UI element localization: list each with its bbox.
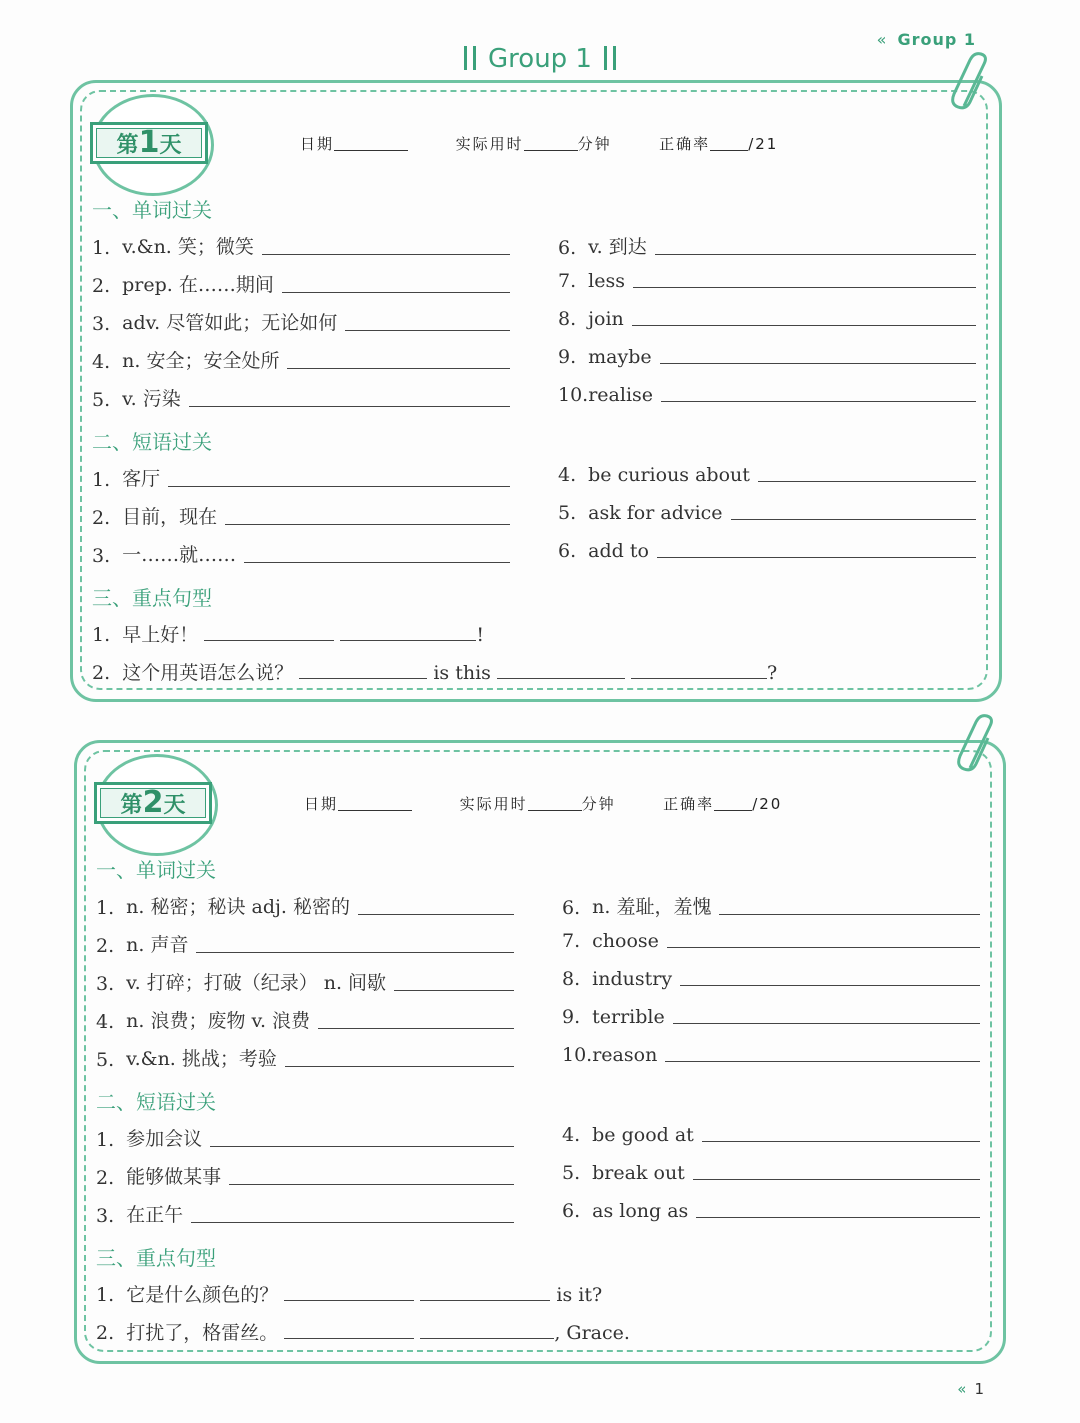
section-phrases: 二、短语过关 xyxy=(92,430,212,454)
phrase-item[interactable]: 3. 一……就…… xyxy=(92,540,510,567)
title-bars-icon xyxy=(604,46,616,70)
page-title: Group 1 xyxy=(0,44,1080,74)
title-bars-icon xyxy=(464,46,476,70)
score-total: /21 xyxy=(748,135,779,153)
phrase-item[interactable]: 1. 参加会议 xyxy=(96,1124,514,1151)
vocab-item[interactable]: 7. less xyxy=(558,270,976,292)
vocab-item[interactable]: 3. adv. 尽管如此；无论如何 xyxy=(92,308,510,335)
day2-badge: 第2天 xyxy=(94,782,212,824)
phrase-item[interactable]: 5. break out xyxy=(562,1162,980,1184)
time-label: 实际用时 xyxy=(459,795,528,813)
section-sentences: 三、重点句型 xyxy=(96,1246,216,1270)
phrase-item[interactable]: 4. be curious about xyxy=(558,464,976,486)
paperclip-icon xyxy=(956,714,998,776)
day2-meta: 日期 实际用时 分钟 正确率 /20 xyxy=(304,795,783,813)
day1-badge: 第1天 xyxy=(90,122,208,164)
time-label: 实际用时 xyxy=(455,135,524,153)
vocab-item[interactable]: 5. v. 污染 xyxy=(92,384,510,411)
vocab-item[interactable]: 8. industry xyxy=(562,968,980,990)
vocab-item[interactable]: 6. n. 羞耻，羞愧 xyxy=(562,892,980,919)
phrase-item[interactable]: 2. 目前，现在 xyxy=(92,502,510,529)
phrase-item[interactable]: 4. be good at xyxy=(562,1124,980,1146)
date-label: 日期 xyxy=(300,135,335,153)
double-chevron-left-icon: « xyxy=(957,1380,967,1398)
phrase-item[interactable]: 1. 客厅 xyxy=(92,464,510,491)
phrase-item[interactable]: 6. add to xyxy=(558,540,976,562)
day1-meta: 日期 实际用时 分钟 正确率 /21 xyxy=(300,135,779,153)
vocab-item[interactable]: 6. v. 到达 xyxy=(558,232,976,259)
vocab-item[interactable]: 4. n. 安全；安全处所 xyxy=(92,346,510,373)
vocab-item[interactable]: 3. v. 打碎；打破（纪录） n. 间歇 xyxy=(96,968,514,995)
vocab-item[interactable]: 1. n. 秘密；秘诀 adj. 秘密的 xyxy=(96,892,514,919)
vocab-item[interactable]: 2. prep. 在……期间 xyxy=(92,270,510,297)
vocab-item[interactable]: 8. join xyxy=(558,308,976,330)
accuracy-label: 正确率 xyxy=(659,135,711,153)
sentence-item[interactable]: 2. 打扰了，格雷丝。 , Grace. xyxy=(96,1322,630,1344)
corner-group-tag: « Group 1 xyxy=(876,30,976,49)
vocab-item[interactable]: 10. realise xyxy=(558,384,976,406)
vocab-item[interactable]: 9. maybe xyxy=(558,346,976,368)
accuracy-field[interactable] xyxy=(710,150,748,151)
date-label: 日期 xyxy=(304,795,339,813)
vocab-item[interactable]: 2. n. 声音 xyxy=(96,930,514,957)
vocab-item[interactable]: 7. choose xyxy=(562,930,980,952)
sentence-item[interactable]: 2. 这个用英语怎么说？ is this ? xyxy=(92,662,778,684)
accuracy-field[interactable] xyxy=(714,810,752,811)
time-field[interactable] xyxy=(524,150,578,151)
paperclip-icon xyxy=(950,52,992,114)
vocab-item[interactable]: 1. v.&n. 笑；微笑 xyxy=(92,232,510,259)
section-phrases: 二、短语过关 xyxy=(96,1090,216,1114)
vocab-item[interactable]: 10. reason xyxy=(562,1044,980,1066)
double-chevron-left-icon: « xyxy=(876,30,888,49)
accuracy-label: 正确率 xyxy=(663,795,715,813)
section-sentences: 三、重点句型 xyxy=(92,586,212,610)
phrase-item[interactable]: 5. ask for advice xyxy=(558,502,976,524)
section-vocab: 一、单词过关 xyxy=(96,858,216,882)
sentence-item[interactable]: 1. 早上好！ ! xyxy=(92,624,484,646)
sentence-item[interactable]: 1. 它是什么颜色的？ is it? xyxy=(96,1284,603,1306)
phrase-item[interactable]: 6. as long as xyxy=(562,1200,980,1222)
time-field[interactable] xyxy=(528,810,582,811)
section-vocab: 一、单词过关 xyxy=(92,198,212,222)
score-total: /20 xyxy=(752,795,783,813)
vocab-item[interactable]: 9. terrible xyxy=(562,1006,980,1028)
vocab-item[interactable]: 5. v.&n. 挑战；考验 xyxy=(96,1044,514,1071)
page-number: « 1 xyxy=(957,1380,984,1398)
date-field[interactable] xyxy=(334,150,408,151)
vocab-item[interactable]: 4. n. 浪费；废物 v. 浪费 xyxy=(96,1006,514,1033)
date-field[interactable] xyxy=(338,810,412,811)
phrase-item[interactable]: 3. 在正午 xyxy=(96,1200,514,1227)
phrase-item[interactable]: 2. 能够做某事 xyxy=(96,1162,514,1189)
